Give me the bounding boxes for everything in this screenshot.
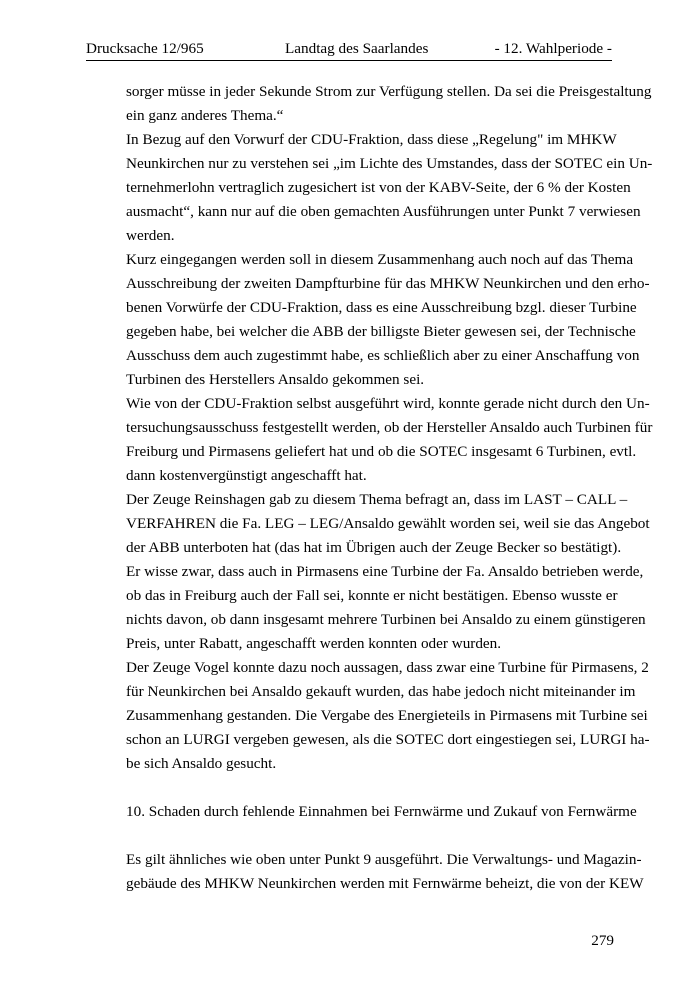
section-heading: 10. Schaden durch fehlende Einnahmen bei Fernwärme und Zukauf von Fernwärme <box>126 803 637 820</box>
text-line: der ABB unterboten hat (das hat im Übrigen auch der Zeuge Becker so bestätigt). <box>126 539 622 556</box>
text-line: werden. <box>126 227 175 244</box>
text-line: dann kostenvergünstigt angeschafft hat. <box>126 467 367 484</box>
text-line: Freiburg und Pirmasens geliefert hat und ob die SOTEC insgesamt 6 Turbinen, evtl. <box>126 443 637 460</box>
page-number: 279 <box>591 932 614 949</box>
text-line: sorger müsse in jeder Sekunde Strom zur Verfügung stellen. Da sei die Preisgestaltung <box>126 83 652 100</box>
text-line: Ausschreibung der zweiten Dampfturbine für das MHKW Neunkirchen und den erho- <box>126 275 650 292</box>
text-line: ein ganz anderes Thema.“ <box>126 107 284 124</box>
text-line: für Neunkirchen bei Ansaldo gekauft wurden, das habe jedoch nicht miteinander im <box>126 683 636 700</box>
text-line: Der Zeuge Reinshagen gab zu diesem Thema befragt an, dass im LAST – CALL – <box>126 491 628 508</box>
text-line: be sich Ansaldo gesucht. <box>126 755 277 772</box>
text-line: ternehmerlohn vertraglich zugesichert ist von der KABV-Seite, der 6 % der Kosten <box>126 179 631 196</box>
text-line: Turbinen des Herstellers Ansaldo gekommen sei. <box>126 371 425 388</box>
text-line: ausmacht“, kann nur auf die oben gemachten Ausführungen unter Punkt 7 verwiesen <box>126 203 641 220</box>
text-line: Der Zeuge Vogel konnte dazu noch aussagen, dass zwar eine Turbine für Pirmasens, 2 <box>126 659 649 676</box>
text-line: Zusammenhang gestanden. Die Vergabe des Energieteils in Pirmasens mit Turbine sei <box>126 707 648 724</box>
text-line: benen Vorwürfe der CDU-Fraktion, dass es eine Ausschreibung bzgl. dieser Turbine <box>126 299 637 316</box>
header-legislative-period: - 12. Wahlperiode - <box>494 40 612 57</box>
text-line: Es gilt ähnliches wie oben unter Punkt 9 ausgeführt. Die Verwaltungs- und Magazin- <box>126 851 642 868</box>
text-line: nichts davon, ob dann insgesamt mehrere Turbinen bei Ansaldo zu einem günstigeren <box>126 611 646 628</box>
text-line: Er wisse zwar, dass auch in Pirmasens eine Turbine der Fa. Ansaldo betrieben werde, <box>126 563 644 580</box>
header-document-number: Drucksache 12/965 <box>86 40 204 57</box>
text-line: gegeben habe, bei welcher die ABB der billigste Bieter gewesen sei, der Technische <box>126 323 636 340</box>
page-header <box>86 38 612 61</box>
text-line: schon an LURGI vergeben gewesen, als die SOTEC dort eingestiegen sei, LURGI ha- <box>126 731 650 748</box>
document-body <box>126 80 653 896</box>
text-line: VERFAHREN die Fa. LEG – LEG/Ansaldo gewählt worden sei, weil sie das Angebot <box>126 515 650 532</box>
text-line: gebäude des MHKW Neunkirchen werden mit Fernwärme beheizt, die von der KEW <box>126 875 644 892</box>
text-line: Neunkirchen nur zu verstehen sei „im Lichte des Umstandes, dass der SOTEC ein Un- <box>126 155 653 172</box>
text-line: Kurz eingegangen werden soll in diesem Zusammenhang auch noch auf das Thema <box>126 251 634 268</box>
header-institution: Landtag des Saarlandes <box>285 40 429 57</box>
paragraph-gap <box>126 824 614 848</box>
text-line: tersuchungsausschuss festgestellt werden, ob der Hersteller Ansaldo auch Turbinen für <box>126 419 653 436</box>
paragraph-gap <box>126 776 614 800</box>
text-line: Preis, unter Rabatt, angeschafft werden konnten oder wurden. <box>126 635 502 652</box>
text-line: ob das in Freiburg auch der Fall sei, konnte er nicht bestätigen. Ebenso wusste er <box>126 587 618 604</box>
text-line: Ausschuss dem auch zugestimmt habe, es schließlich aber zu einer Anschaffung von <box>126 347 640 364</box>
text-line: In Bezug auf den Vorwurf der CDU-Fraktion, dass diese „Regelung" im MHKW <box>126 131 617 148</box>
text-line: Wie von der CDU-Fraktion selbst ausgeführt wird, konnte gerade nicht durch den Un- <box>126 395 650 412</box>
